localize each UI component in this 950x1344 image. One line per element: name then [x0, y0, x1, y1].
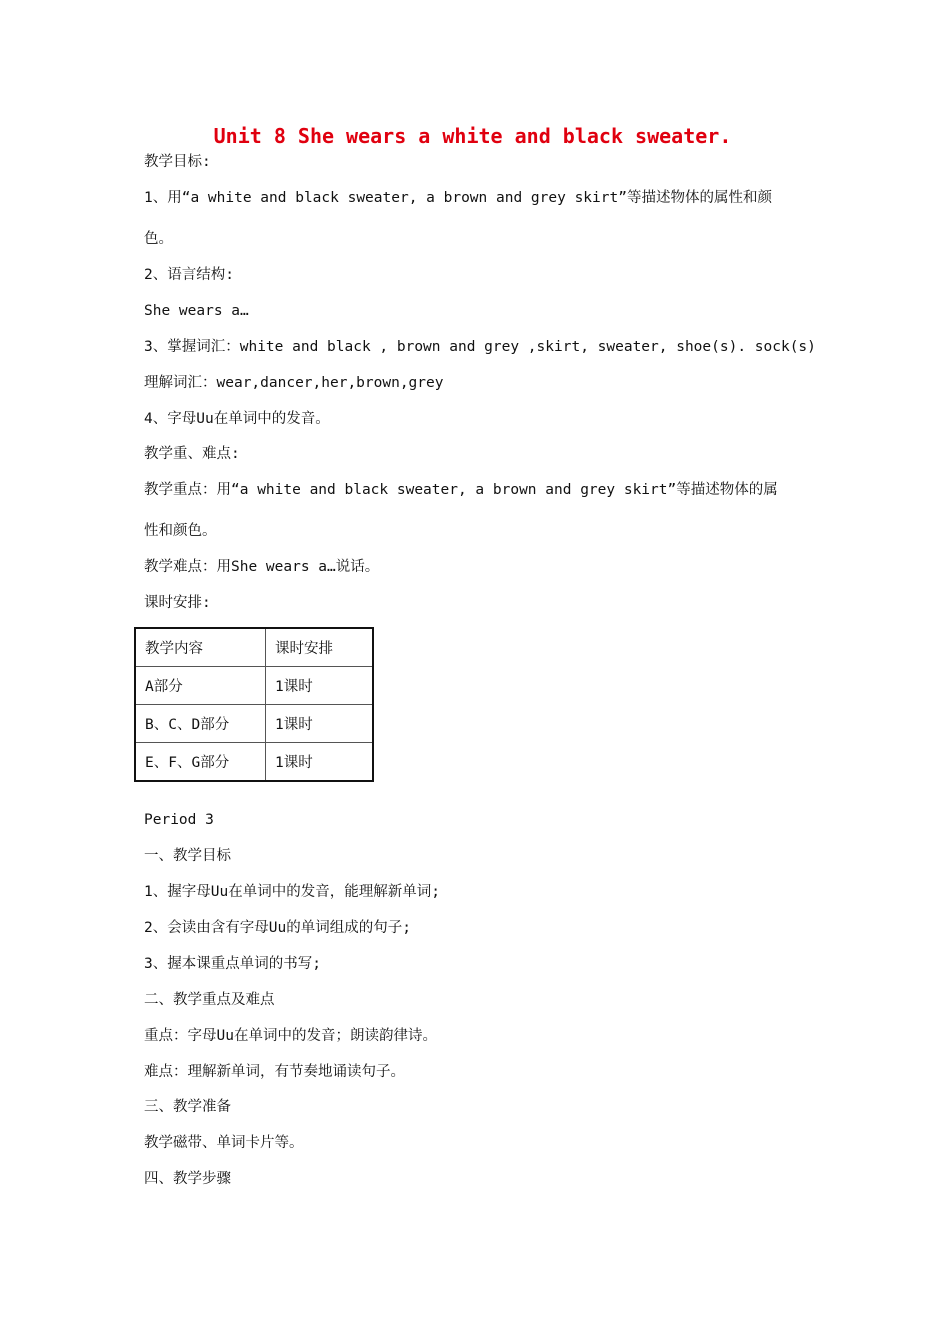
- section-3-text: 教学磁带、单词卡片等。: [144, 1135, 304, 1151]
- section-2-difficulty: 难点：理解新单词，有节奏地诵读句子。: [144, 1064, 405, 1080]
- table-cell: 1课时: [266, 705, 374, 743]
- objective-3-understand: 理解词汇：wear,dancer,her,brown,grey: [144, 375, 444, 391]
- section-1-item: 2、会读由含有字母Uu的单词组成的句子;: [144, 920, 411, 936]
- table-cell: A部分: [135, 667, 266, 705]
- period-label: Period 3: [144, 812, 214, 828]
- table-row: [135, 743, 373, 782]
- document-title: Unit 8 She wears a white and black sweater.: [213, 124, 732, 148]
- objective-2-structure: She wears a…: [144, 303, 249, 319]
- key-focus-line-1: 教学重点：用“a white and black sweater, a brown and grey skirt”等描述物体的属: [144, 482, 778, 498]
- table-row: [135, 667, 373, 705]
- table-header-cell: 教学内容: [135, 628, 266, 667]
- objective-4: 4、字母Uu在单词中的发音。: [144, 411, 330, 427]
- schedule-table: [134, 627, 374, 782]
- key-points-heading: 教学重、难点:: [144, 446, 240, 462]
- table-cell: E、F、G部分: [135, 743, 266, 782]
- objective-2: 2、语言结构:: [144, 267, 234, 283]
- section-1-item: 3、握本课重点单词的书写;: [144, 956, 321, 972]
- table-cell: 1课时: [266, 743, 374, 782]
- table-row: [135, 705, 373, 743]
- section-4-heading: 四、教学步骤: [144, 1171, 231, 1187]
- section-1-item: 1、握字母Uu在单词中的发音，能理解新单词;: [144, 884, 440, 900]
- objective-3: 3、掌握词汇：white and black , brown and grey ,skirt, sweater, shoe(s). sock(s): [144, 339, 816, 355]
- objective-1-line-2: 色。: [144, 231, 173, 247]
- table-header-row: [135, 628, 373, 667]
- section-2-focus: 重点：字母Uu在单词中的发音；朗读韵律诗。: [144, 1028, 437, 1044]
- section-3-heading: 三、教学准备: [144, 1099, 231, 1115]
- section-2-heading: 二、教学重点及难点: [144, 992, 275, 1008]
- objectives-heading: 教学目标:: [144, 154, 211, 170]
- schedule-heading: 课时安排:: [144, 595, 211, 611]
- table-cell: B、C、D部分: [135, 705, 266, 743]
- table-header-cell: 课时安排: [266, 628, 374, 667]
- key-focus-line-2: 性和颜色。: [144, 523, 217, 539]
- section-1-heading: 一、教学目标: [144, 848, 231, 864]
- table-cell: 1课时: [266, 667, 374, 705]
- objective-1-line-1: 1、用“a white and black sweater, a brown and grey skirt”等描述物体的属性和颜: [144, 190, 772, 206]
- key-difficulty: 教学难点：用She wears a…说话。: [144, 559, 380, 575]
